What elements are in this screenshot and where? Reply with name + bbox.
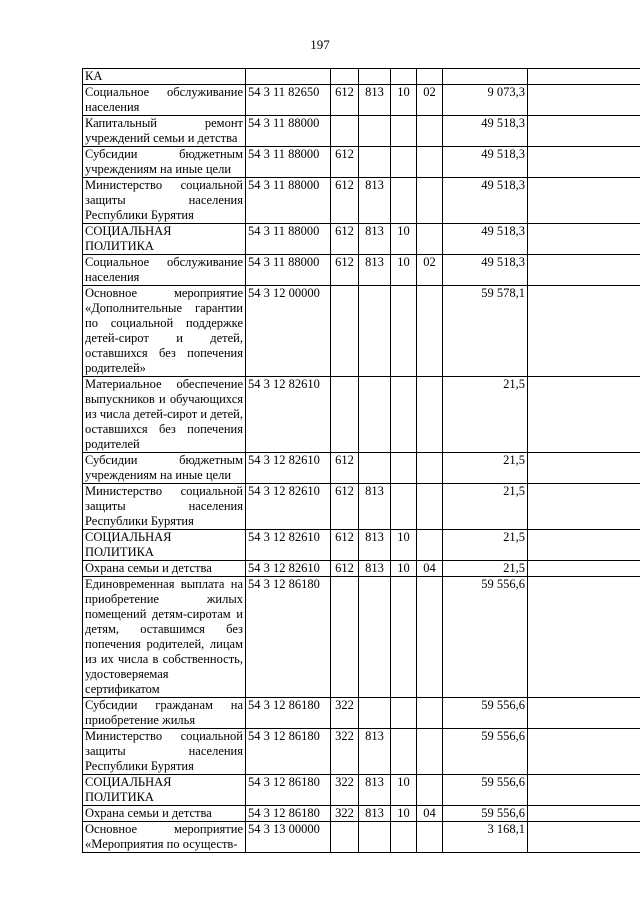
page-number: 197: [310, 37, 330, 52]
row-pr-cell: [417, 822, 443, 853]
row-vr-cell: 322: [331, 775, 359, 806]
row-pr-cell: [417, 729, 443, 775]
row-empty-cell: [528, 729, 640, 775]
row-name-cell: СОЦИАЛЬНАЯ ПОЛИТИКА: [83, 224, 246, 255]
row-name-cell: Социальное обслуживание населения: [83, 255, 246, 286]
row-name-cell: Материальное обеспечение выпускников и обучающихся из числа детей-сирот и детей, оставшихся без попечения родителей: [83, 377, 246, 453]
row-amount-cell: 59 578,1: [443, 286, 528, 377]
row-amount-cell: 59 556,6: [443, 698, 528, 729]
row-empty-cell: [528, 116, 640, 147]
table-row: [83, 729, 640, 775]
row-pr-cell: [417, 577, 443, 698]
table-row: [83, 377, 640, 453]
table-row: [83, 453, 640, 484]
row-vr-cell: [331, 116, 359, 147]
row-pr-cell: 02: [417, 85, 443, 116]
row-name-cell: Субсидии бюджетным учреждениям на иные цели: [83, 453, 246, 484]
row-code-cell: 54 3 12 00000: [246, 286, 331, 377]
row-rz-cell: 10: [391, 255, 417, 286]
row-name-cell: Министерство социальной защиты населения Республики Бурятия: [83, 484, 246, 530]
row-empty-cell: [528, 147, 640, 178]
row-code-cell: 54 3 12 82610: [246, 484, 331, 530]
row-amount-cell: 21,5: [443, 453, 528, 484]
row-rz-cell: [391, 484, 417, 530]
row-amount-cell: 21,5: [443, 561, 528, 577]
row-grbs-cell: 813: [359, 85, 391, 116]
row-pr-cell: 02: [417, 255, 443, 286]
row-grbs-cell: [359, 147, 391, 178]
row-empty-cell: [528, 698, 640, 729]
row-amount-cell: 49 518,3: [443, 147, 528, 178]
row-code-cell: 54 3 13 00000: [246, 822, 331, 853]
row-amount-cell: 59 556,6: [443, 577, 528, 698]
row-rz-cell: 10: [391, 530, 417, 561]
row-name-cell: СОЦИАЛЬНАЯ ПОЛИТИКА: [83, 775, 246, 806]
row-name-cell: КА: [83, 69, 246, 85]
row-pr-cell: [417, 286, 443, 377]
row-amount-cell: 59 556,6: [443, 775, 528, 806]
row-empty-cell: [528, 822, 640, 853]
row-vr-cell: 612: [331, 224, 359, 255]
row-amount-cell: 59 556,6: [443, 806, 528, 822]
row-code-cell: 54 3 12 82610: [246, 561, 331, 577]
table-row: [83, 85, 640, 116]
row-code-cell: [246, 69, 331, 85]
row-pr-cell: [417, 453, 443, 484]
row-amount-cell: 21,5: [443, 377, 528, 453]
row-grbs-cell: 813: [359, 224, 391, 255]
row-rz-cell: 10: [391, 775, 417, 806]
row-empty-cell: [528, 577, 640, 698]
row-code-cell: 54 3 11 88000: [246, 147, 331, 178]
row-pr-cell: 04: [417, 806, 443, 822]
table-row: [83, 530, 640, 561]
table-row: [83, 178, 640, 224]
row-vr-cell: [331, 577, 359, 698]
row-vr-cell: 612: [331, 255, 359, 286]
row-pr-cell: [417, 377, 443, 453]
row-name-cell: Министерство социальной защиты населения Республики Бурятия: [83, 729, 246, 775]
row-amount-cell: 3 168,1: [443, 822, 528, 853]
row-code-cell: 54 3 12 86180: [246, 729, 331, 775]
row-grbs-cell: 813: [359, 484, 391, 530]
row-empty-cell: [528, 453, 640, 484]
row-vr-cell: 612: [331, 453, 359, 484]
row-empty-cell: [528, 85, 640, 116]
row-name-cell: Министерство социальной защиты населения Республики Бурятия: [83, 178, 246, 224]
row-code-cell: 54 3 11 88000: [246, 116, 331, 147]
row-code-cell: 54 3 12 82610: [246, 453, 331, 484]
row-amount-cell: 59 556,6: [443, 729, 528, 775]
row-pr-cell: [417, 698, 443, 729]
row-empty-cell: [528, 561, 640, 577]
row-amount-cell: 49 518,3: [443, 255, 528, 286]
row-rz-cell: [391, 69, 417, 85]
row-rz-cell: [391, 822, 417, 853]
row-grbs-cell: [359, 577, 391, 698]
row-pr-cell: [417, 178, 443, 224]
table-row: [83, 116, 640, 147]
table-row: [83, 561, 640, 577]
row-vr-cell: 612: [331, 178, 359, 224]
row-rz-cell: [391, 698, 417, 729]
table-row: [83, 147, 640, 178]
row-pr-cell: 04: [417, 561, 443, 577]
row-grbs-cell: [359, 698, 391, 729]
row-rz-cell: [391, 147, 417, 178]
row-code-cell: 54 3 12 82610: [246, 377, 331, 453]
row-vr-cell: 322: [331, 806, 359, 822]
row-code-cell: 54 3 11 88000: [246, 178, 331, 224]
row-rz-cell: [391, 729, 417, 775]
row-name-cell: Охрана семьи и детства: [83, 561, 246, 577]
table-row: [83, 698, 640, 729]
row-grbs-cell: 813: [359, 561, 391, 577]
row-vr-cell: [331, 822, 359, 853]
row-empty-cell: [528, 775, 640, 806]
row-amount-cell: 49 518,3: [443, 224, 528, 255]
row-name-cell: Субсидии бюджетным учреждениям на иные цели: [83, 147, 246, 178]
row-grbs-cell: 813: [359, 255, 391, 286]
budget-table: [82, 68, 640, 853]
row-empty-cell: [528, 806, 640, 822]
row-name-cell: Основное мероприятие «Мероприятия по осуществ-: [83, 822, 246, 853]
row-grbs-cell: 813: [359, 729, 391, 775]
row-vr-cell: 612: [331, 561, 359, 577]
row-vr-cell: 612: [331, 147, 359, 178]
row-rz-cell: 10: [391, 806, 417, 822]
row-vr-cell: [331, 69, 359, 85]
row-vr-cell: 612: [331, 484, 359, 530]
row-name-cell: Капитальный ремонт учреждений семьи и детства: [83, 116, 246, 147]
row-grbs-cell: [359, 116, 391, 147]
row-grbs-cell: [359, 377, 391, 453]
row-rz-cell: [391, 377, 417, 453]
row-empty-cell: [528, 484, 640, 530]
row-amount-cell: 49 518,3: [443, 178, 528, 224]
row-code-cell: 54 3 11 88000: [246, 255, 331, 286]
row-grbs-cell: [359, 453, 391, 484]
row-name-cell: Единовременная выплата на приобретение жилых помещений детям-сиротам и детям, оставшимся без попечения родителей, лицам из их числа в собственность, удостоверяемая сертификатом: [83, 577, 246, 698]
row-rz-cell: [391, 286, 417, 377]
table-row: [83, 822, 640, 853]
row-rz-cell: [391, 116, 417, 147]
row-empty-cell: [528, 178, 640, 224]
row-rz-cell: [391, 577, 417, 698]
row-vr-cell: 612: [331, 530, 359, 561]
row-pr-cell: [417, 224, 443, 255]
row-empty-cell: [528, 224, 640, 255]
row-amount-cell: 9 073,3: [443, 85, 528, 116]
row-name-cell: СОЦИАЛЬНАЯ ПОЛИТИКА: [83, 530, 246, 561]
table-row: [83, 775, 640, 806]
row-grbs-cell: 813: [359, 775, 391, 806]
table-row: [83, 484, 640, 530]
row-code-cell: 54 3 12 82610: [246, 530, 331, 561]
row-rz-cell: [391, 178, 417, 224]
row-vr-cell: [331, 377, 359, 453]
row-code-cell: 54 3 11 82650: [246, 85, 331, 116]
row-grbs-cell: 813: [359, 530, 391, 561]
table-row: [83, 255, 640, 286]
table-row: [83, 286, 640, 377]
row-grbs-cell: [359, 822, 391, 853]
row-name-cell: Охрана семьи и детства: [83, 806, 246, 822]
table-row: [83, 806, 640, 822]
row-rz-cell: [391, 453, 417, 484]
table-row: [83, 69, 640, 85]
table-row: [83, 577, 640, 698]
row-rz-cell: 10: [391, 224, 417, 255]
row-grbs-cell: [359, 69, 391, 85]
row-amount-cell: 49 518,3: [443, 116, 528, 147]
row-pr-cell: [417, 69, 443, 85]
row-amount-cell: 21,5: [443, 530, 528, 561]
row-name-cell: Субсидии гражданам на приобретение жилья: [83, 698, 246, 729]
row-code-cell: 54 3 12 86180: [246, 806, 331, 822]
row-empty-cell: [528, 69, 640, 85]
row-code-cell: 54 3 11 88000: [246, 224, 331, 255]
row-rz-cell: 10: [391, 85, 417, 116]
table-row: [83, 224, 640, 255]
row-empty-cell: [528, 286, 640, 377]
row-vr-cell: 322: [331, 729, 359, 775]
row-code-cell: 54 3 12 86180: [246, 577, 331, 698]
row-empty-cell: [528, 255, 640, 286]
row-vr-cell: [331, 286, 359, 377]
row-name-cell: Социальное обслуживание населения: [83, 85, 246, 116]
row-pr-cell: [417, 147, 443, 178]
row-name-cell: Основное мероприятие «Дополнительные гарантии по социальной поддержке детей-сирот и детей, оставшихся без попечения родителей»: [83, 286, 246, 377]
row-grbs-cell: [359, 286, 391, 377]
row-rz-cell: 10: [391, 561, 417, 577]
row-code-cell: 54 3 12 86180: [246, 698, 331, 729]
row-pr-cell: [417, 484, 443, 530]
row-vr-cell: 322: [331, 698, 359, 729]
row-vr-cell: 612: [331, 85, 359, 116]
row-pr-cell: [417, 116, 443, 147]
row-empty-cell: [528, 377, 640, 453]
row-amount-cell: 21,5: [443, 484, 528, 530]
row-amount-cell: [443, 69, 528, 85]
row-empty-cell: [528, 530, 640, 561]
row-code-cell: 54 3 12 86180: [246, 775, 331, 806]
row-grbs-cell: 813: [359, 806, 391, 822]
row-grbs-cell: 813: [359, 178, 391, 224]
row-pr-cell: [417, 530, 443, 561]
row-pr-cell: [417, 775, 443, 806]
